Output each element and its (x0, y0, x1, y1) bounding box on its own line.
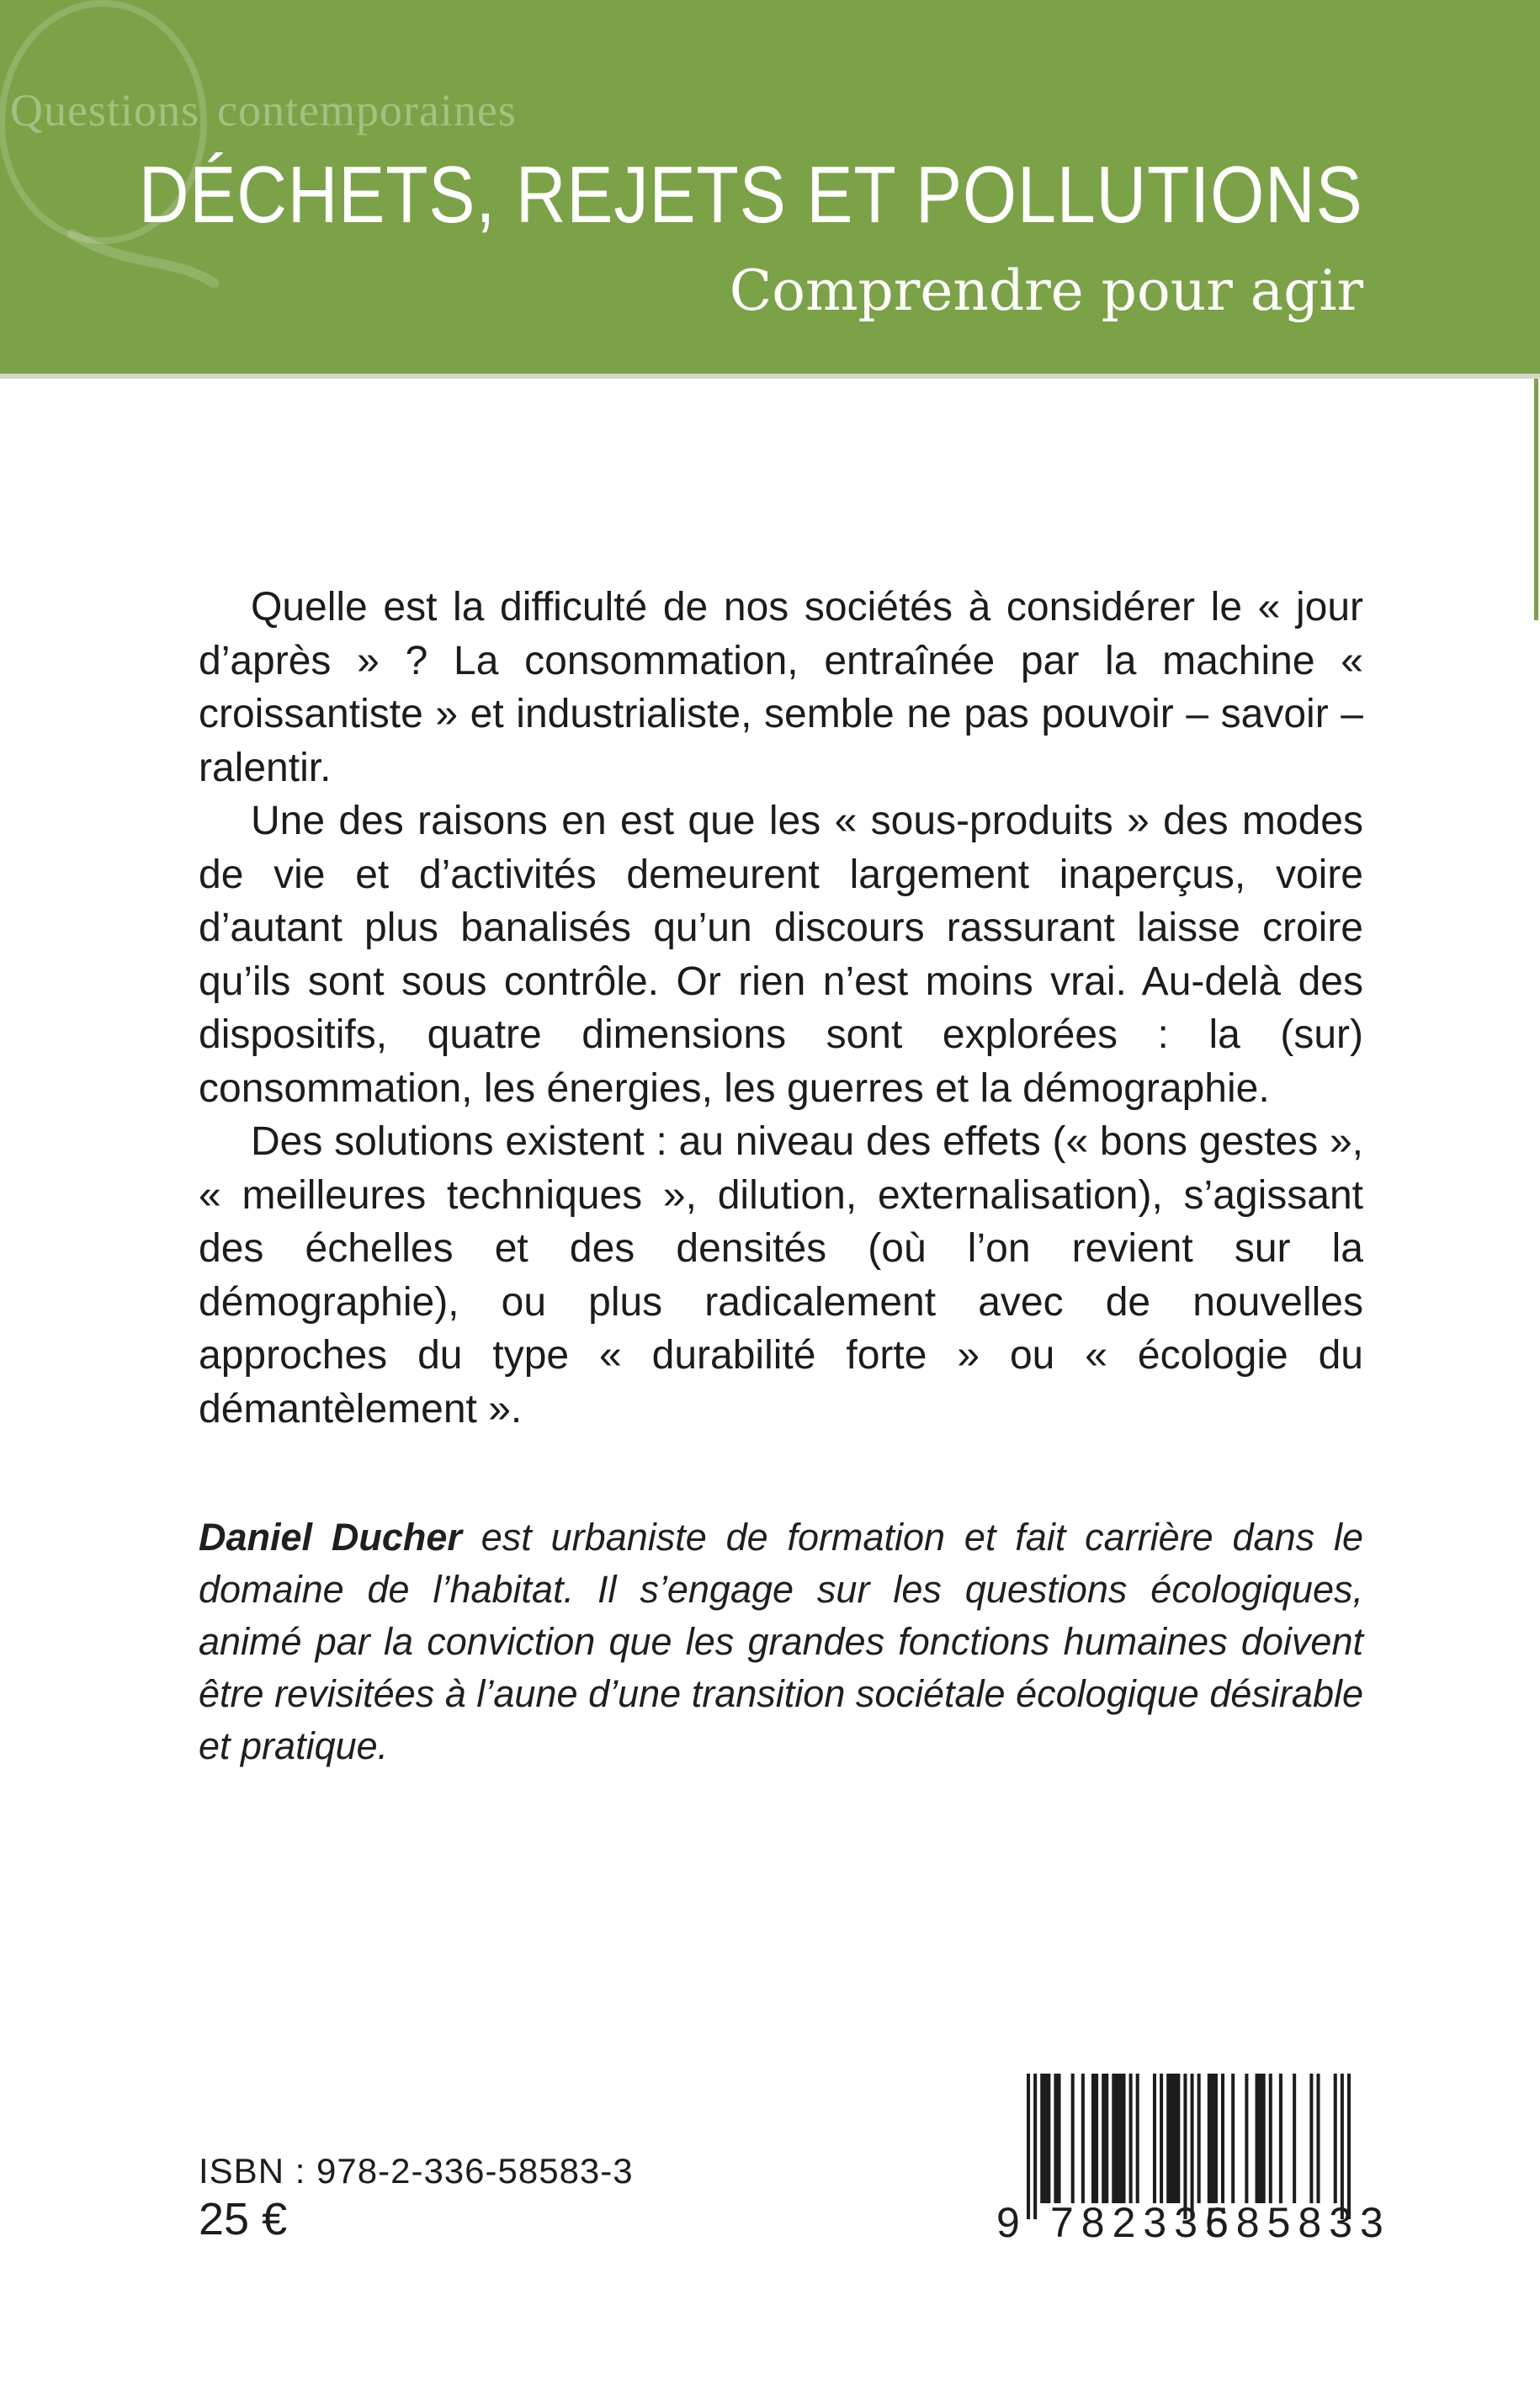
collection-name-right: contemporaines (217, 85, 517, 135)
author-name: Daniel Ducher (199, 1516, 462, 1559)
barcode-digit-first: 9 (996, 2199, 1020, 2246)
synopsis-paragraph-2: Une des raisons en est que les « sous-produits » des modes de vie et d’activités demeurent largement inaperçus, voire d’autant plus banalisés qu’un discours rassurant laisse croire qu’ils sont sous contrôle. Or rien n’est moins vrai. Au-delà des dispositifs, quatre dimensions sont explorées : la (sur) consommation, les énergies, les guerres et la démographie. (199, 799, 1363, 1111)
collection-name-left: Questions (10, 85, 199, 135)
right-edge-sliver (1534, 379, 1538, 620)
synopsis (199, 581, 1363, 1436)
price-text: 25 € (199, 2194, 288, 2244)
author-bio (199, 1511, 1363, 1772)
synopsis-paragraph-3: Des solutions existent : au niveau des effets (« bons gestes », « meilleures techniques », dilution, externalisation), s’agissant des échelles et des densités (où l’on revient sur la démographie), ou plus radicalement avec de nouvelles approches du type « durabilité forte » ou « écologie du démantèlement ». (199, 1119, 1363, 1432)
banner-separator-line (0, 374, 1540, 379)
synopsis-paragraph-1: Quelle est la difficulté de nos sociétés à considérer le « jour d’après » ? La consommation, entraînée par la machine « croissantiste » et industrialiste, semble ne pas pouvoir – savoir – ralentir. (199, 585, 1363, 790)
barcode-digit-group2: 585833 (1205, 2199, 1391, 2246)
isbn-text: ISBN : 978-2-336-58583-3 (199, 2151, 634, 2191)
book-subtitle: Comprendre pour agir (729, 258, 1363, 323)
book-title: DÉCHETS, REJETS ET POLLUTIONS (139, 150, 1363, 240)
author-bio-text: est urbaniste de formation et fait carrière dans le domaine de l’habitat. Il s’engage sur les questions écologiques, animé par la conviction que les grandes fonctions humaines doivent être revisitées à l’aune d’une transition sociétale écologique désirable et pratique. (199, 1516, 1363, 1767)
barcode-digit-group1: 782336 (1050, 2199, 1236, 2246)
